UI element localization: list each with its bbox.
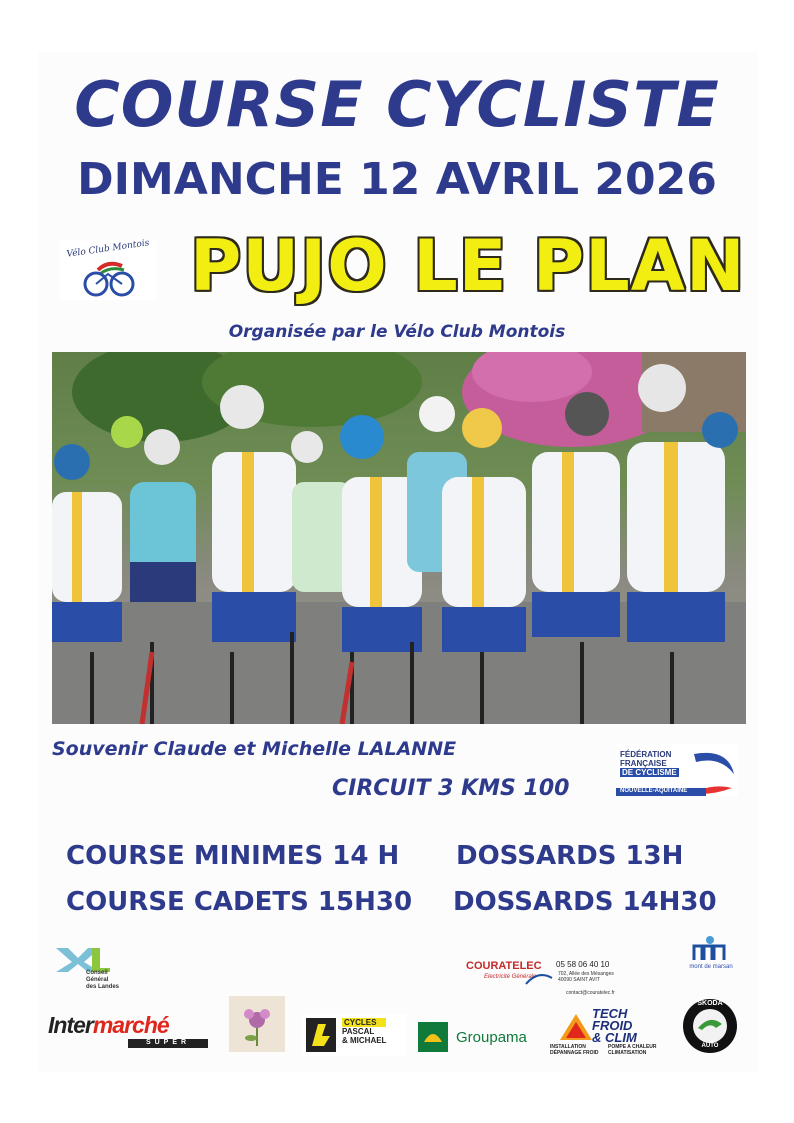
- intermarche-sub: SUPER: [128, 1039, 208, 1048]
- couratelec-addr2: 40090 SAINT AVIT: [558, 977, 600, 983]
- groupama-logo: [418, 1020, 538, 1056]
- poster-title: COURSE CYCLISTE: [74, 68, 720, 141]
- race-location: PUJO LE PLAN: [190, 225, 746, 307]
- techfroid-line1: TECH: [592, 1006, 628, 1021]
- cycles-emblem-icon: [304, 1016, 338, 1054]
- techfroid-sub1: INSTALLATION: [550, 1044, 586, 1050]
- intermarche-name-a: Inter: [48, 1012, 93, 1038]
- techfroid-line2: FROID: [592, 1018, 633, 1033]
- couratelec-phone: 05 58 06 40 10: [556, 960, 610, 969]
- ffc-line4: NOUVELLE-AQUITAINE: [620, 788, 688, 794]
- schedule-bib-minimes: DOSSARDS 13H: [456, 841, 684, 871]
- landes-logo: [52, 944, 132, 992]
- mont-de-marsan-icon: [690, 934, 730, 962]
- floral-logo: [229, 996, 285, 1052]
- riders-photo: [52, 352, 746, 724]
- skoda-top: ŠKODA: [697, 1000, 723, 1007]
- landes-line2: Général: [86, 977, 109, 983]
- techfroid-sub3: DÉPANNAGE FROID: [550, 1050, 599, 1056]
- poster-date: DIMANCHE 12 AVRIL 2026: [77, 154, 717, 205]
- plug-icon: [524, 968, 554, 988]
- flame-icon: [558, 1012, 594, 1042]
- techfroid-sub4: CLIMATISATION: [608, 1050, 647, 1056]
- ffc-line2: FRANÇAISE: [620, 759, 667, 768]
- flower-icon: [229, 996, 285, 1052]
- cycles-pascal-logo: [302, 1014, 406, 1056]
- intermarche-name-b: marché: [92, 1012, 169, 1038]
- groupama-emblem-icon: [418, 1022, 448, 1052]
- ffc-text: [620, 750, 679, 777]
- couratelec-addr1: 702, Allée des Mésanges: [558, 971, 614, 977]
- schedule-race-minimes: COURSE MINIMES 14 H: [66, 841, 400, 871]
- skoda-bottom: AUTO: [701, 1043, 719, 1049]
- couratelec-logo: [462, 958, 622, 998]
- organizer-line: Organisée par le Vélo Club Montois: [228, 322, 566, 342]
- tech-froid-logo: [548, 1008, 664, 1058]
- ffc-logo: [616, 744, 738, 796]
- couratelec-email: contact@couratelec.fr: [566, 990, 615, 996]
- cycles-line2: PASCAL: [342, 1027, 375, 1036]
- ffc-line3: DE CYCLISME: [622, 768, 677, 777]
- skoda-logo: [682, 998, 738, 1054]
- techfroid-sub2: POMPE A CHALEUR: [608, 1044, 657, 1050]
- ffc-line1: FÉDÉRATION: [620, 750, 672, 759]
- schedule-bib-cadets: DOSSARDS 14H30: [453, 887, 717, 917]
- couratelec-sub: Electricité Générale: [484, 974, 537, 980]
- mont-de-marsan-logo: [680, 934, 740, 978]
- cycles-line3: & MICHAEL: [342, 1036, 387, 1045]
- circuit-line: CIRCUIT 3 KMS 100: [332, 776, 570, 801]
- techfroid-line3: & CLIM: [592, 1030, 637, 1045]
- intermarche-logo: [48, 1010, 210, 1050]
- schedule-race-cadets: COURSE CADETS 15H30: [66, 887, 413, 917]
- souvenir-line: Souvenir Claude et Michelle LALANNE: [52, 738, 457, 760]
- landes-line1: Conseil: [86, 970, 108, 976]
- landes-line3: des Landes: [86, 984, 120, 990]
- groupama-name: Groupama: [456, 1029, 527, 1046]
- couratelec-name: COURATELEC: [466, 960, 542, 972]
- club-logo-text: Vélo Club Montois: [66, 238, 150, 260]
- velo-club-montois-logo: [60, 240, 156, 300]
- mont-de-marsan-text: mont de marsan: [689, 964, 733, 970]
- bicycle-icon: [60, 240, 156, 300]
- cycles-line1: CYCLES: [342, 1018, 386, 1027]
- cyclists-illustration: [52, 352, 746, 724]
